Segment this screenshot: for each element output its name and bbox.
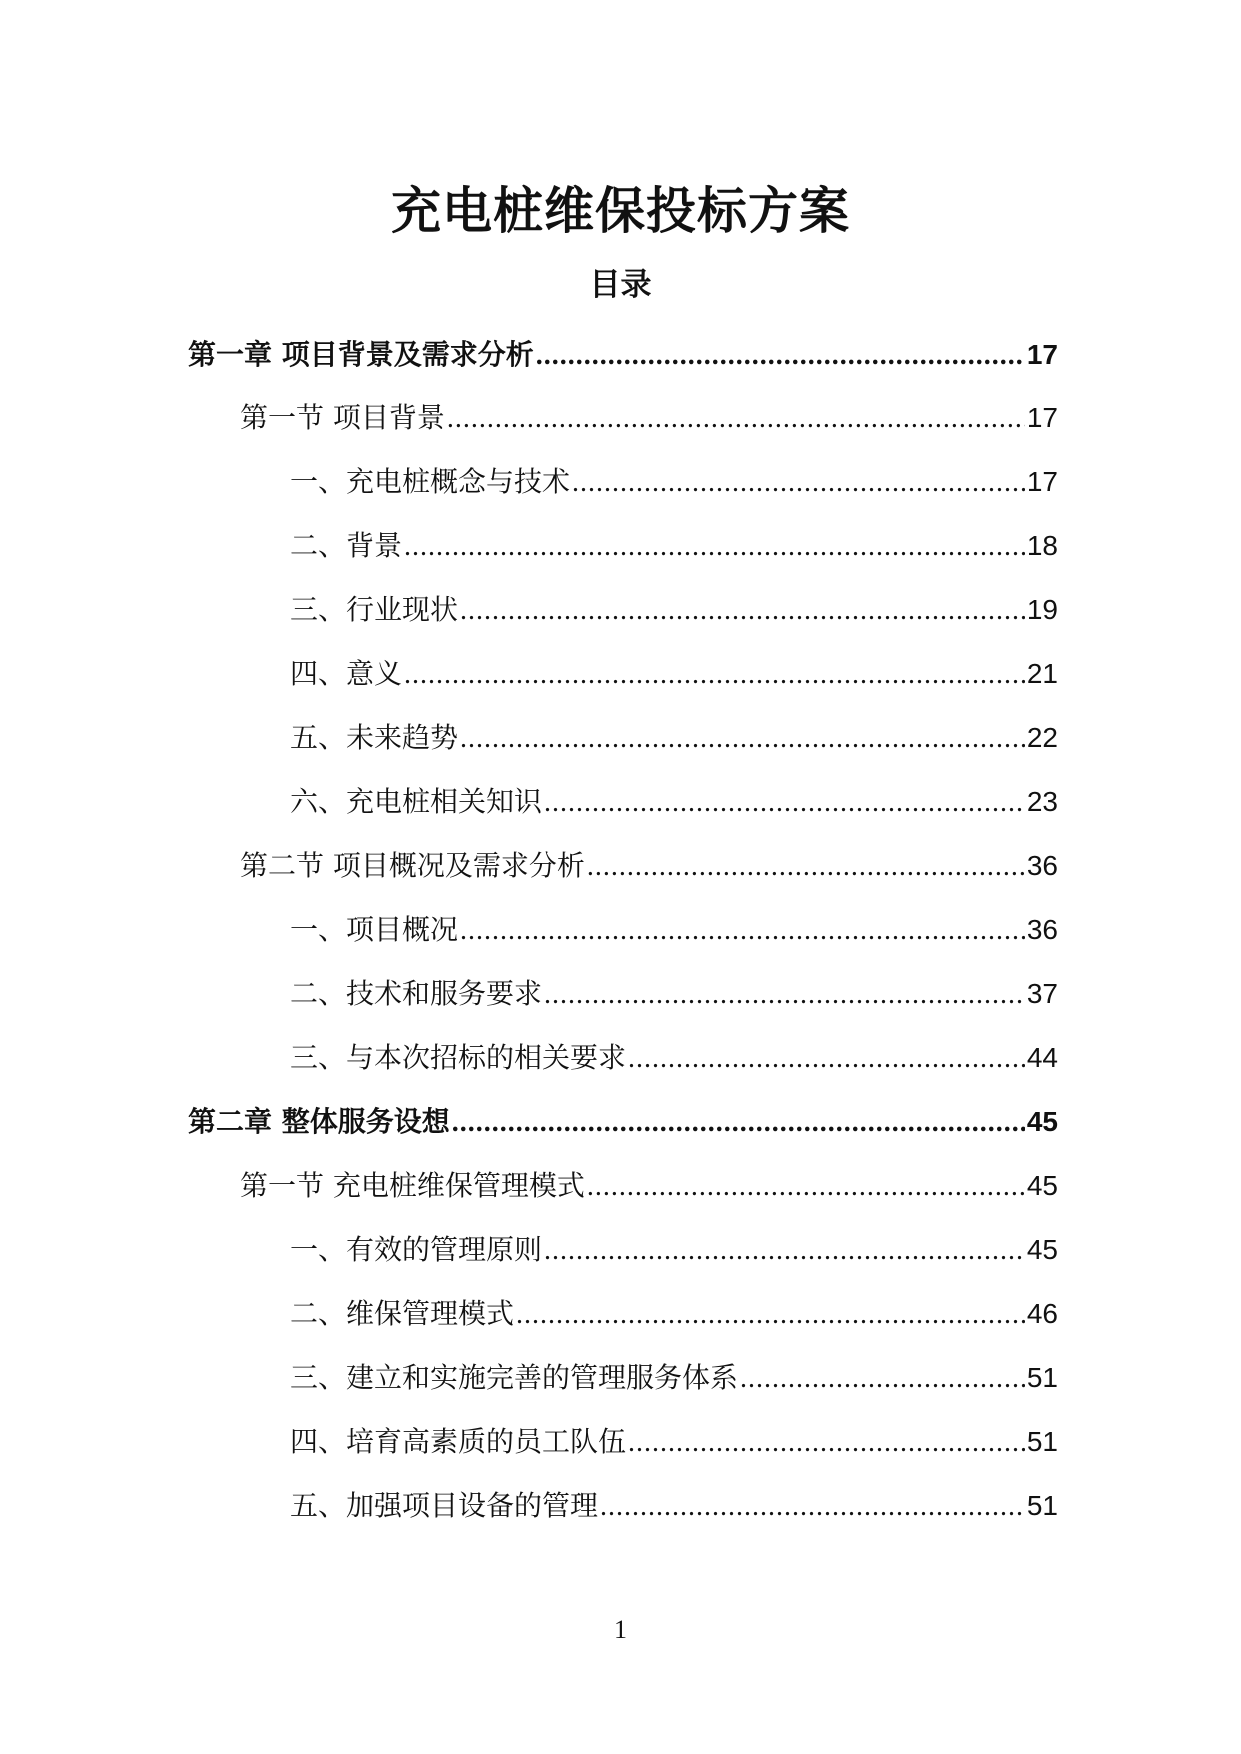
toc-entry-page: 46 bbox=[1026, 1298, 1058, 1329]
toc-entry-subsection[interactable] bbox=[290, 972, 1058, 1016]
toc-entry-subsection[interactable] bbox=[290, 1420, 1058, 1464]
toc-entry-subsection[interactable] bbox=[290, 524, 1058, 568]
toc-dot-leader bbox=[628, 1037, 1025, 1081]
toc-entry-subsection[interactable] bbox=[290, 652, 1058, 696]
toc-entry-page: 51 bbox=[1026, 1426, 1058, 1457]
toc-entry-label: 三、行业现状 bbox=[290, 593, 459, 626]
toc-entry-page: 51 bbox=[1026, 1362, 1058, 1393]
toc-entry-page: 44 bbox=[1026, 1042, 1058, 1073]
toc-entry-label: 六、充电桩相关知识 bbox=[290, 785, 543, 818]
toc-entry-subsection[interactable] bbox=[290, 1292, 1058, 1336]
toc-entry-page: 45 bbox=[1026, 1234, 1058, 1265]
toc-entry-page: 45 bbox=[1026, 1170, 1058, 1201]
toc-dot-leader bbox=[452, 1101, 1025, 1145]
toc-entry-page: 18 bbox=[1026, 530, 1058, 561]
toc-entry-label: 第一章 项目背景及需求分析 bbox=[188, 338, 534, 371]
toc-dot-leader bbox=[460, 909, 1025, 953]
toc-entry-subsection[interactable] bbox=[290, 1228, 1058, 1272]
toc-entry-label: 二、背景 bbox=[290, 529, 403, 562]
toc-entry-label: 五、未来趋势 bbox=[290, 721, 459, 754]
toc-dot-leader bbox=[447, 397, 1025, 441]
toc-dot-leader bbox=[544, 1229, 1025, 1273]
toc-entry-section[interactable] bbox=[240, 844, 1058, 888]
toc-entry-page: 17 bbox=[1026, 402, 1058, 433]
toc-entry-subsection[interactable] bbox=[290, 1036, 1058, 1080]
toc-entry-chapter[interactable] bbox=[188, 1100, 1058, 1144]
toc-entry-page: 17 bbox=[1026, 339, 1058, 370]
toc-entry-label: 第一节 充电桩维保管理模式 bbox=[240, 1169, 585, 1202]
toc-entry-label: 二、技术和服务要求 bbox=[290, 977, 543, 1010]
toc-entry-label: 二、维保管理模式 bbox=[290, 1297, 515, 1330]
toc-entry-label: 第二节 项目概况及需求分析 bbox=[240, 849, 585, 882]
toc-entry-page: 21 bbox=[1026, 658, 1058, 689]
toc-dot-leader bbox=[740, 1357, 1025, 1401]
toc-entry-page: 17 bbox=[1026, 466, 1058, 497]
toc-dot-leader bbox=[460, 589, 1025, 633]
toc-dot-leader bbox=[544, 781, 1025, 825]
toc-dot-leader bbox=[587, 845, 1025, 889]
toc-entry-label: 三、与本次招标的相关要求 bbox=[290, 1041, 627, 1074]
toc-dot-leader bbox=[404, 525, 1025, 569]
toc-entry-subsection[interactable] bbox=[290, 1356, 1058, 1400]
toc-entry-page: 37 bbox=[1026, 978, 1058, 1009]
toc-entry-subsection[interactable] bbox=[290, 908, 1058, 952]
toc-dot-leader bbox=[572, 461, 1025, 505]
toc-entry-page: 19 bbox=[1026, 594, 1058, 625]
toc-entry-page: 22 bbox=[1026, 722, 1058, 753]
page-number: 1 bbox=[614, 1615, 627, 1644]
toc-entry-label: 四、培育高素质的员工队伍 bbox=[290, 1425, 627, 1458]
toc-heading: 目录 bbox=[589, 267, 652, 303]
toc-dot-leader bbox=[404, 653, 1025, 697]
document-title: 充电桩维保投标方案 bbox=[391, 182, 850, 240]
toc-entry-page: 45 bbox=[1026, 1106, 1058, 1137]
toc-entry-subsection[interactable] bbox=[290, 780, 1058, 824]
toc-dot-leader bbox=[600, 1485, 1025, 1529]
toc-entry-page: 51 bbox=[1026, 1490, 1058, 1521]
toc-dot-leader bbox=[516, 1293, 1025, 1337]
toc-entry-section[interactable] bbox=[240, 1164, 1058, 1208]
toc-entry-subsection[interactable] bbox=[290, 460, 1058, 504]
toc-dot-leader bbox=[536, 334, 1025, 378]
toc-dot-leader bbox=[628, 1421, 1025, 1465]
toc-entry-chapter[interactable] bbox=[188, 333, 1058, 377]
toc-entry-page: 36 bbox=[1026, 850, 1058, 881]
toc-entry-label: 五、加强项目设备的管理 bbox=[290, 1489, 599, 1522]
toc-dot-leader bbox=[544, 973, 1025, 1017]
toc-entry-label: 三、建立和实施完善的管理服务体系 bbox=[290, 1361, 739, 1394]
toc-entry-subsection[interactable] bbox=[290, 716, 1058, 760]
toc-dot-leader bbox=[587, 1165, 1025, 1209]
toc-entry-subsection[interactable] bbox=[290, 588, 1058, 632]
toc-entry-page: 36 bbox=[1026, 914, 1058, 945]
toc-dot-leader bbox=[460, 717, 1025, 761]
toc-entry-section[interactable] bbox=[240, 396, 1058, 440]
toc-entry-page: 23 bbox=[1026, 786, 1058, 817]
toc-entry-subsection[interactable] bbox=[290, 1484, 1058, 1528]
toc-entry-label: 第二章 整体服务设想 bbox=[188, 1105, 450, 1138]
toc-entry-label: 第一节 项目背景 bbox=[240, 401, 445, 434]
toc-entry-label: 一、项目概况 bbox=[290, 913, 459, 946]
toc-entry-label: 一、有效的管理原则 bbox=[290, 1233, 543, 1266]
toc-entry-label: 四、意义 bbox=[290, 657, 403, 690]
toc-entry-label: 一、充电桩概念与技术 bbox=[290, 465, 571, 498]
